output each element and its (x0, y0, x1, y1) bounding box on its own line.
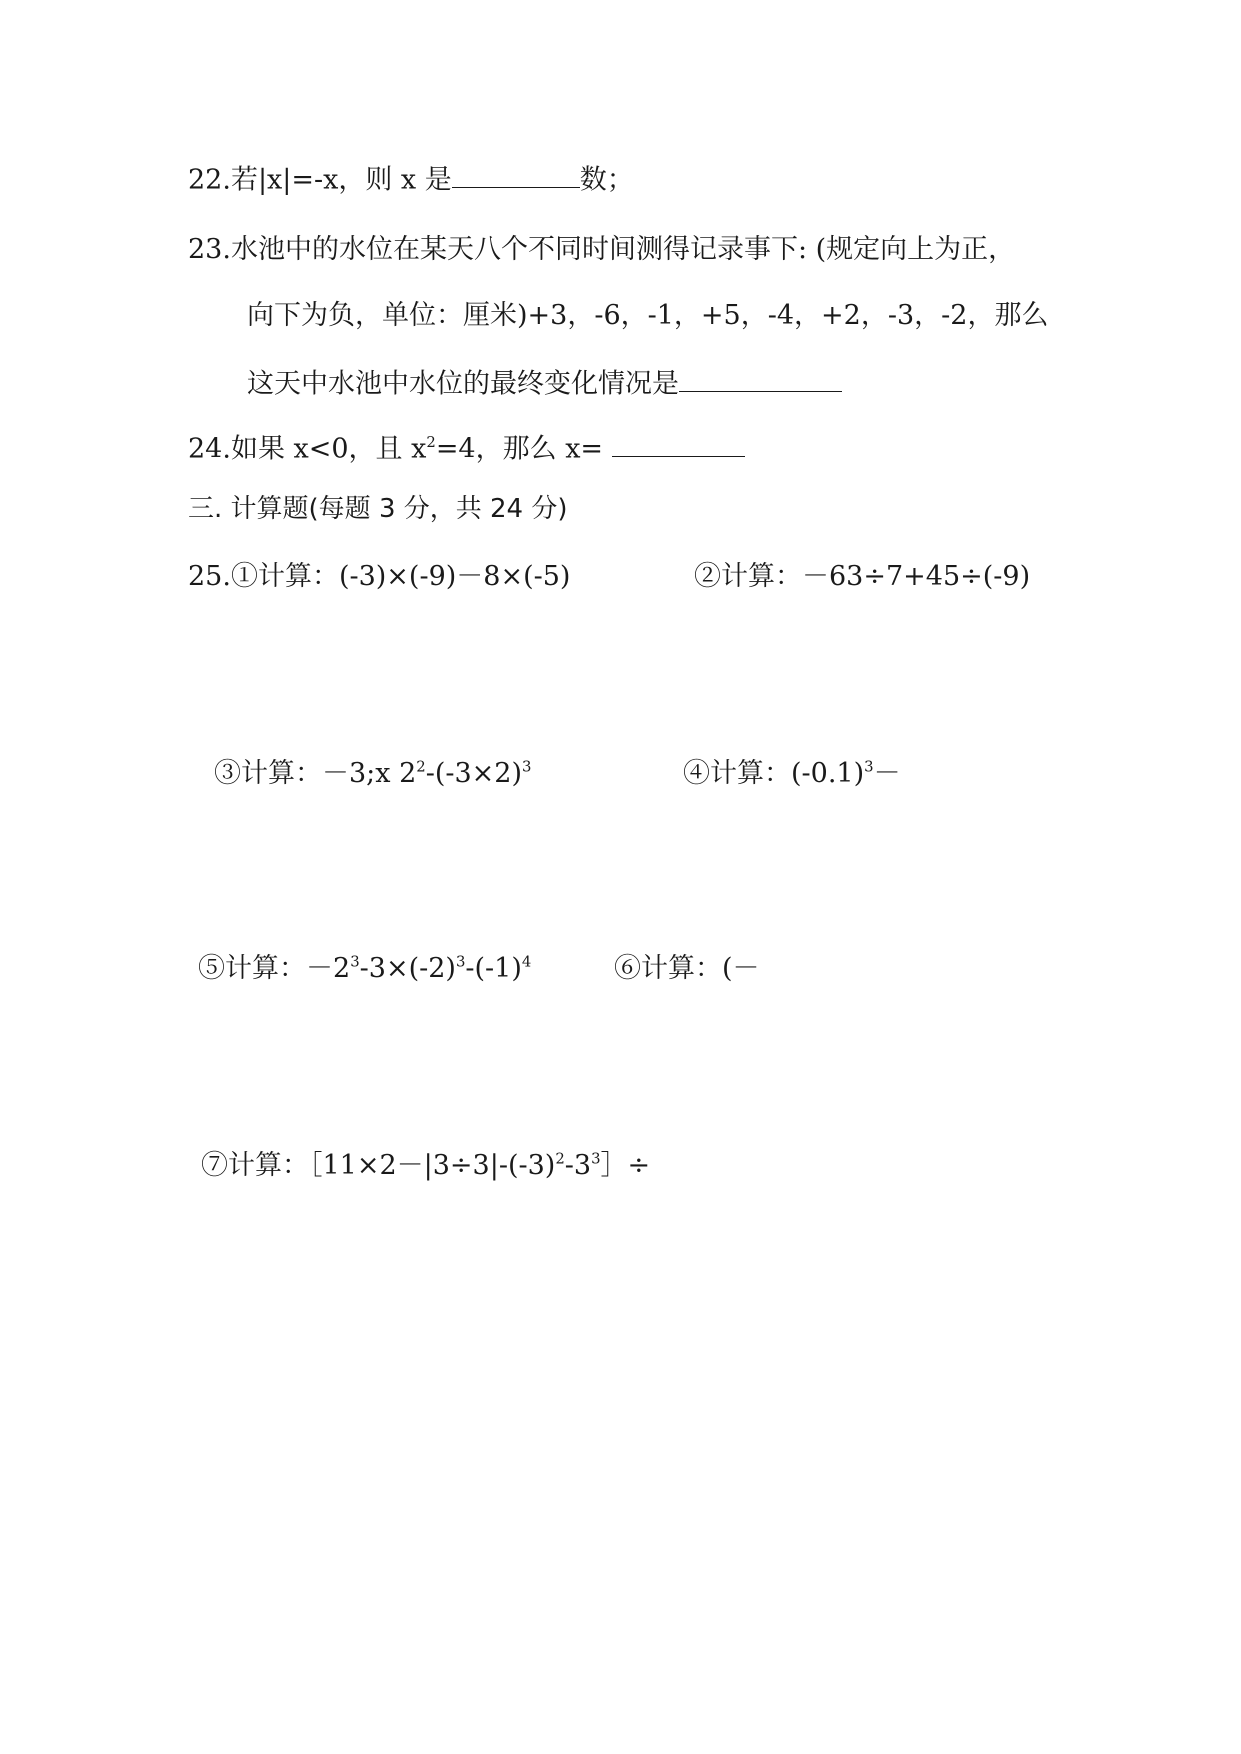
problem-25-1: 25.①计算：(-3)×(-9)－8×(-5) (188, 561, 571, 592)
section-heading: 三. 计算题(每题 3 分，共 24 分) (188, 494, 568, 524)
problem-25-7-text-c: ］÷ (600, 1150, 651, 1181)
exponent: 3 (864, 757, 874, 776)
question-23-line-1: 23.水池中的水位在某天八个不同时间测得记录事下: (规定向上为正， (188, 234, 1016, 265)
exponent: 2 (426, 432, 436, 451)
question-23-line-3 (247, 367, 842, 400)
question-23-line-3-text: 这天中水池中水位的最终变化情况是 (247, 368, 679, 400)
problem-25-3-text-b: -(-3×2) (425, 758, 523, 789)
exponent: 3 (522, 757, 532, 776)
problem-25-3 (214, 757, 532, 789)
answer-blank[interactable] (452, 163, 580, 188)
exponent: 4 (521, 952, 532, 971)
exponent: 3 (455, 952, 466, 971)
exponent: 2 (416, 757, 426, 776)
question-22 (188, 163, 634, 196)
question-24-suffix: =4，那么 x= (435, 433, 612, 465)
question-23-line-2: 向下为负，单位：厘米)+3，-6，-1，+5，-4，+2，-3，-2，那么 (247, 300, 1049, 331)
answer-blank[interactable] (612, 432, 745, 457)
exponent: 2 (555, 1149, 565, 1168)
problem-25-5-text-c: -(-1) (465, 953, 522, 984)
problem-25-5 (198, 952, 532, 984)
question-22-text: 22.若|x|=-x，则 x 是 (188, 164, 452, 196)
problem-25-5-text: ⑤计算：－2 (198, 953, 351, 984)
problem-25-7-text-b: -3 (564, 1150, 592, 1181)
exponent: 3 (350, 952, 360, 971)
problem-25-2: ②计算：－63÷7+45÷(-9) (694, 561, 1031, 592)
answer-blank[interactable] (679, 367, 842, 392)
problem-25-4-text-b: － (873, 758, 901, 789)
question-24-text: 24.如果 x<0，且 x (188, 433, 427, 465)
problem-25-3-text: ③计算：－3;x 2 (214, 758, 417, 789)
exponent: 3 (591, 1149, 601, 1168)
problem-25-4-text: ④计算：(-0.1) (683, 758, 865, 789)
problem-25-4 (683, 757, 901, 789)
problem-25-7 (201, 1149, 651, 1181)
problem-25-6: ⑥计算：(－ (614, 953, 760, 984)
question-24 (188, 432, 745, 465)
problem-25-5-text-b: -3×(-2) (359, 953, 456, 984)
problem-25-7-text: ⑦计算：［11×2－|3÷3|-(-3) (201, 1150, 556, 1181)
question-22-suffix: 数； (579, 164, 634, 196)
